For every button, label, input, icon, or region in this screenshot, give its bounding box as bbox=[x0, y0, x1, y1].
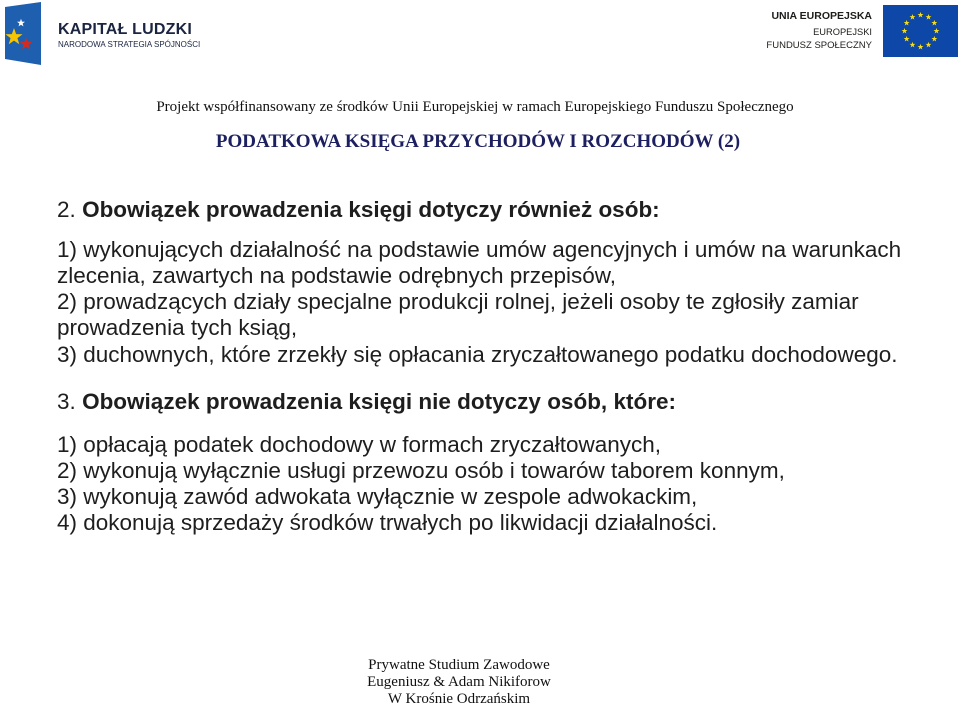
section-line: 2) wykonują wyłącznie usługi przewozu osób i towarów taborem konnym, bbox=[57, 458, 785, 483]
footer-line: Eugeniusz & Adam Nikiforow bbox=[367, 674, 551, 690]
footer-line: W Krośnie Odrzańskim bbox=[387, 691, 531, 707]
section-heading-row bbox=[57, 197, 660, 223]
section-heading: Obowiązek prowadzenia księgi dotyczy również osób: bbox=[82, 197, 660, 222]
kl-logo-title: KAPITAŁ LUDZKI bbox=[58, 21, 193, 38]
kl-emblem-banner bbox=[5, 2, 41, 65]
eu-logo-line1: UNIA EUROPEJSKA bbox=[771, 10, 872, 22]
eu-flag-icon bbox=[883, 5, 958, 57]
section-heading: Obowiązek prowadzenia księgi nie dotyczy osób, które: bbox=[82, 389, 676, 414]
kapital-ludzki-emblem-icon bbox=[1, 1, 45, 67]
project-cofinancing-note: Projekt współfinansowany ze środków Unii Europejskiej w ramach Europejskiego Funduszu Społecznego bbox=[156, 99, 794, 115]
section-number: 3. bbox=[57, 389, 76, 414]
page-title: PODATKOWA KSIĘGA PRZYCHODÓW I ROZCHODÓW (2) bbox=[215, 131, 741, 152]
section-line: 2) prowadzących działy specjalne produkcji rolnej, jeżeli osoby te zgłosiły zamiar bbox=[57, 289, 859, 314]
footer bbox=[0, 657, 918, 708]
section-line: 1) wykonujących działalność na podstawie umów agencyjnych i umów na warunkach bbox=[57, 237, 902, 262]
section-line: prowadzenia tych ksiąg, bbox=[57, 315, 298, 340]
footer-line: Prywatne Studium Zawodowe bbox=[368, 657, 550, 673]
kl-logo-subtitle: NARODOWA STRATEGIA SPÓJNOŚCI bbox=[58, 40, 201, 49]
section-line: 3) wykonują zawód adwokata wyłącznie w zespole adwokackim, bbox=[57, 484, 698, 509]
eu-logo-line3: FUNDUSZ SPOŁECZNY bbox=[766, 40, 872, 51]
section-line: 3) duchownych, które zrzekły się opłacania zryczałtowanego podatku dochodowego. bbox=[57, 342, 898, 367]
section-line: 4) dokonują sprzedaży środków trwałych po likwidacji działalności. bbox=[57, 510, 718, 535]
section-line: zlecenia, zawartych na podstawie odrębnych przepisów, bbox=[57, 263, 617, 288]
section-number: 2. bbox=[57, 197, 76, 222]
section-line: 1) opłacają podatek dochodowy w formach zryczałtowanych, bbox=[57, 432, 662, 457]
eu-logo-line2: EUROPEJSKI bbox=[813, 27, 872, 37]
section-heading-row bbox=[57, 389, 676, 415]
